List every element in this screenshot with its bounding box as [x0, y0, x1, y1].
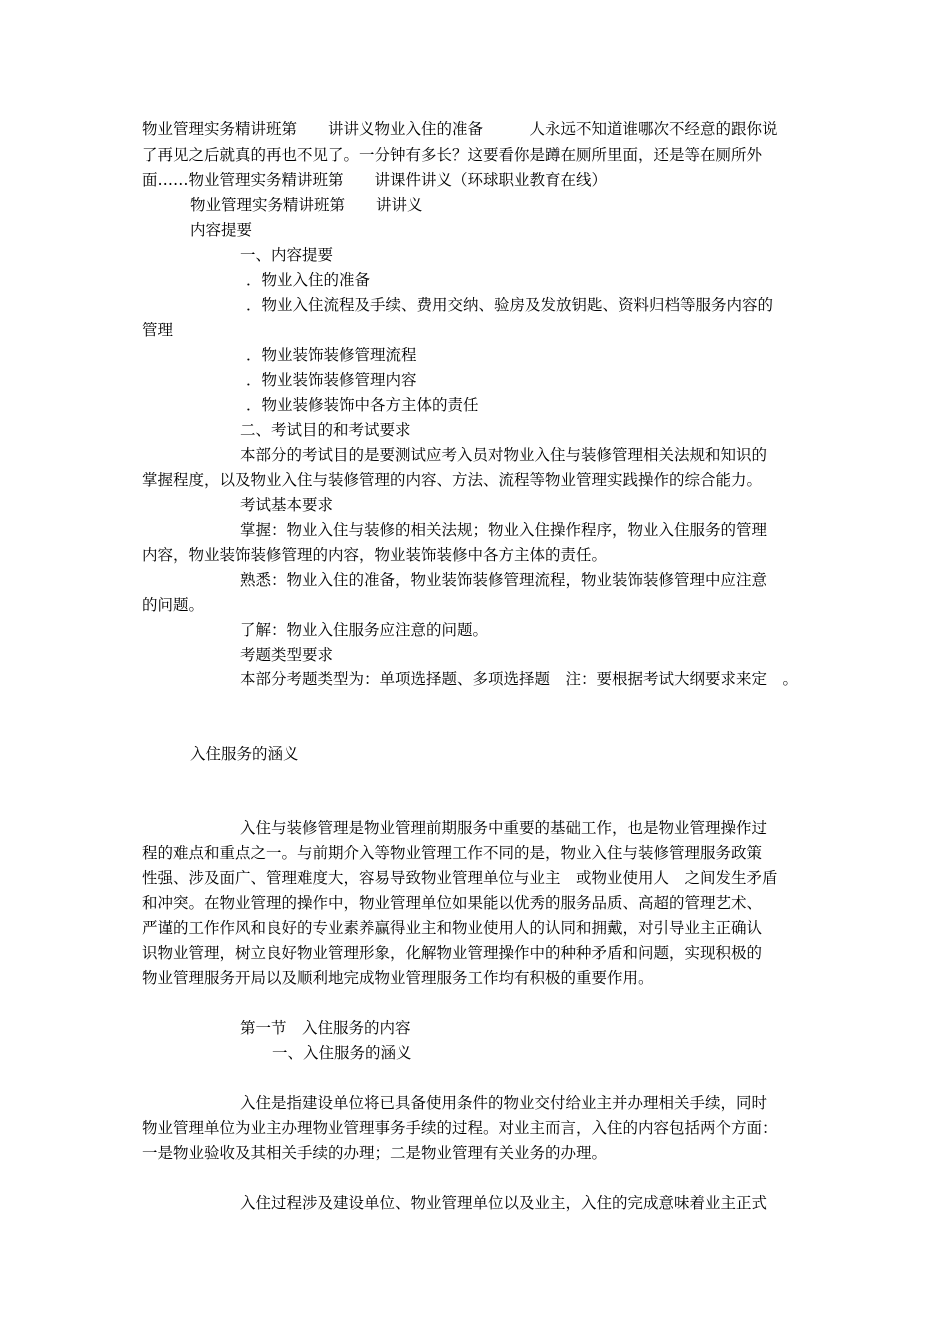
main-paragraph-line: 入住与装修管理是物业管理前期服务中重要的基础工作，也是物业管理操作过: [240, 819, 768, 837]
lecture-header: 物业管理实务精讲班第 讲讲义: [190, 196, 423, 214]
definition-line: 入住是指建设单位将已具备使用条件的物业交付给业主并办理相关手续，同时: [240, 1094, 768, 1112]
main-paragraph-line: 和冲突。在物业管理的操作中，物业管理单位如果能以优秀的服务品质、高超的管理艺术、: [142, 894, 763, 912]
summary-item: ．物业装饰装修管理流程: [246, 346, 417, 364]
summary-item: ．物业装修装饰中各方主体的责任: [246, 396, 479, 414]
summary-item: ．物业装饰装修管理内容: [246, 371, 417, 389]
intro-line-3: 面……物业管理实务精讲班第 讲课件讲义（环球职业教育在线）: [142, 171, 608, 189]
definition-line: 物业管理单位为业主办理物业管理事务手续的过程。对业主而言，入住的内容包括两个方面：: [142, 1119, 778, 1137]
familiar-line-2: 的问题。: [142, 596, 205, 614]
summary-item: ．物业入住的准备: [246, 271, 371, 289]
exam-purpose-line-2: 掌握程度，以及物业入住与装修管理的内容、方法、流程等物业管理实践操作的综合能力。: [142, 471, 763, 489]
last-paragraph-line: 入住过程涉及建设单位、物业管理单位以及业主，入住的完成意味着业主正式: [240, 1194, 768, 1212]
main-paragraph-line: 物业管理服务开局以及顺利地完成物业管理服务工作均有积极的重要作用。: [142, 969, 654, 987]
intro-line-2: 了再见之后就真的再也不见了。一分钟有多长？这要看你是蹲在厕所里面，还是等在厕所外: [142, 146, 763, 164]
main-paragraph-line: 严谨的工作作风和良好的专业素养赢得业主和物业使用人的认同和拥戴，对引导业主正确认: [142, 919, 763, 937]
question-type-title: 考题类型要求: [240, 646, 334, 664]
exam-basic-title: 考试基本要求: [240, 496, 334, 514]
meaning-heading: 入住服务的涵义: [190, 745, 299, 763]
section1-title: 一、内容提要: [240, 246, 334, 264]
main-paragraph-line: 程的难点和重点之一。与前期介入等物业管理工作不同的是，物业入住与装修管理服务政策: [142, 844, 763, 862]
definition-line: 一是物业验收及其相关手续的办理；二是物业管理有关业务的办理。: [142, 1144, 608, 1162]
understand-line: 了解：物业入住服务应注意的问题。: [240, 621, 489, 639]
section2-title: 二、考试目的和考试要求: [240, 421, 411, 439]
summary-item: ．物业入住流程及手续、费用交纳、验房及发放钥匙、资料归档等服务内容的: [246, 296, 774, 314]
section-heading: 第一节 入住服务的内容: [240, 1019, 411, 1037]
master-line-1: 掌握：物业入住与装修的相关法规；物业入住操作程序，物业入住服务的管理: [240, 521, 768, 539]
master-line-2: 内容，物业装饰装修管理的内容，物业装饰装修中各方主体的责任。: [142, 546, 608, 564]
main-paragraph-line: 识物业管理，树立良好物业管理形象，化解物业管理操作中的种种矛盾和问题，实现积极的: [142, 944, 763, 962]
summary-item-continuation: 管理: [142, 321, 174, 339]
intro-line-1: 物业管理实务精讲班第 讲讲义物业入住的准备 人永远不知道谁哪次不经意的跟你说: [142, 120, 778, 138]
familiar-line-1: 熟悉：物业入住的准备，物业装饰装修管理流程，物业装饰装修管理中应注意: [240, 571, 768, 589]
main-paragraph-line: 性强、涉及面广、管理难度大，容易导致物业管理单位与业主 或物业使用人 之间发生矛盾: [142, 869, 778, 887]
sub-heading: 一、入住服务的涵义: [272, 1044, 412, 1062]
exam-purpose-line-1: 本部分的考试目的是要测试应考入员对物业入住与装修管理相关法规和知识的: [240, 446, 768, 464]
question-type-line: 本部分考题类型为：单项选择题、多项选择题 注：要根据考试大纲要求来定 。: [240, 670, 799, 688]
summary-title: 内容提要: [190, 221, 253, 239]
